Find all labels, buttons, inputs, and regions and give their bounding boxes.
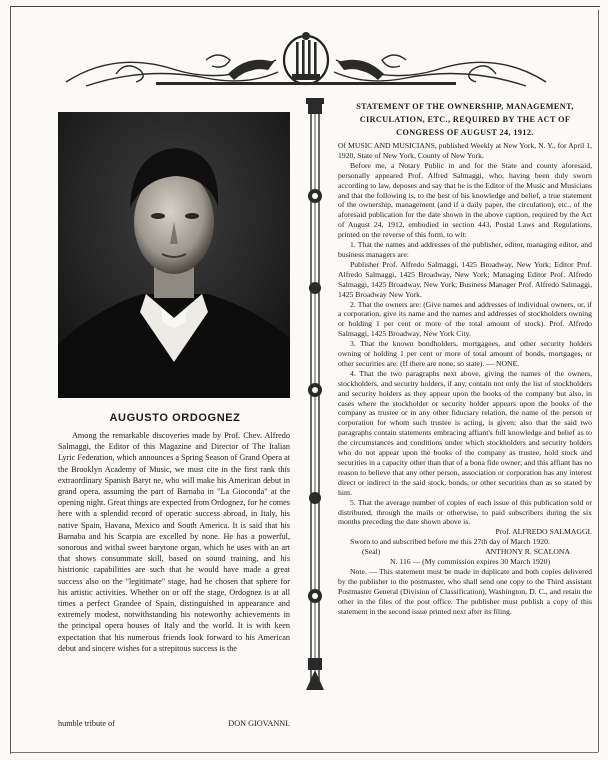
statement-paragraph-1: Before me, a Notary Public in and for the State and county aforesaid, personally appeared Prof. Alfred Salmaggi, who, having been duly sworn according to law, deposes and say that he is the Editor of the Music and Musicians and that the following is, to the best of his knowledge and belief, a true statement of the ownership, management (and if a daily paper, the circulation), etc., of the aforesaid publication for the date shown in the above caption, required by the Act of August 24, 1912, embodied in section 443, Postal Laws and Regulations, printed on the reverse of this form, to wit: <box>338 160 592 240</box>
statement-paragraph-5: 3. That the known bondholders, mortgagees, and other security holders owning or holding 1 per cent or more of total amount of bonds, mortgages, or other securities are: (If there are none, so state). — NONE. <box>338 339 592 368</box>
statement-paragraph-7: 5. That the average number of copies of each issue of this publication sold or distributed, through the mails or otherwise, to paid subscribers during the six months preceding the date shown above is. <box>338 497 592 527</box>
notary-name: ANTHONY R. SCALONA <box>485 547 570 557</box>
statement-title: STATEMENT OF THE OWNERSHIP, MANAGEMENT, CIRCULATION, ETC., REQUIRED BY THE ACT OF CONGRESS OF AUGUST 24, 1912. <box>356 102 574 137</box>
statement-intro: Of MUSIC AND MUSICIANS, published Weekly at New York, N. Y., for April 1, 1920, State of New York, County of New York. <box>338 141 592 160</box>
statement-note: Note. — This statement must be made in duplicate and both copies delivered by the publisher to the postmaster, who shall send one copy to the Third assistant Postmaster General (Division of Classification), Washington, D. C., and retain the other in the files of the post office. The publisher must publish a copy of this statement in the second issue printed next after its filing. <box>338 567 592 616</box>
statement-paragraph-4: 2. That the owners are: (Give names and addresses of individual owners, or, if a corporation, give its name and the names and addresses of stockholders owning or holding 1 per cent or more of the total amount of stock). Prof. Alfredo Salmaggi, 1425 Broadway, New York City. <box>338 299 592 339</box>
tribute-text: humble tribute of <box>58 719 115 728</box>
author-pseudonym: DON GIOVANNI. <box>228 719 290 728</box>
portrait-photo <box>58 112 290 398</box>
page-border-top <box>10 6 600 7</box>
page-border-left <box>10 6 11 754</box>
sworn-statement: Sworn to and subscribed before me this 27th day of March 1920. <box>350 537 550 547</box>
ornamental-column-divider <box>304 98 326 690</box>
seal-label: (Seal) <box>362 547 381 557</box>
commission-expiry: N. 116 — (My commission expires 30 March 1920) <box>390 557 551 567</box>
portrait-caption: AUGUSTO ORDOGNEZ <box>109 412 241 424</box>
biography-article <box>58 430 290 654</box>
statement-paragraph-2: 1. That the names and addresses of the publisher, editor, managing editor, and business managers are: <box>338 240 592 259</box>
biography-paragraph: Among the remarkable discoveries made by Prof. Chev. Alfredo Salmaggi, the Editor of this Magazine and Director of The Italian Lyric Federation, which announces a Spring Season of Grand Opera at the Brooklyn Academy of Music, we must cite in the first rank this extraordinary Spanish Baryt ne, who will make his American debut in grand opera, assuming the part of Barnaba in "La Gioconda" at the opening night. Great things are expected from Ordognez, for he comes here with a splendid record of operatic success abroad, in Italy, his native Spain, Havana, Mexico and South America. It is said that his Barnaba and his Scarpia are excelled by none. He has a powerful, sonorous and withal sweet barytone organ, which he uses with an art that shows consummate skill, based on sound training, and his histrionic capabilities are such that he would have made a great success also on the "legitimate" stage, had he chosen that sphere for his artistic activities. Whether on or off the stage, Ordognez is at all times a perfect Grandee of Spain, distinguished in appearance and extremely modest, notwithstanding his noteworthy achievements in the principal opera houses of Italy and the world. It is with keen expectation that his numerous friends look forward to his American debut and sincere wishes for a strepitous success is the <box>58 431 290 653</box>
page-border-right <box>598 10 599 752</box>
ownership-statement <box>338 100 592 617</box>
publisher-signature: Prof. ALFREDO SALMAGGI. <box>495 527 592 537</box>
statement-paragraph-3: Publisher Prof. Alfredo Salmaggi, 1425 Broadway, New York; Editor Prof. Alfredo Salmaggi, 1425 Broadway, New York; Managing Editor Prof. Alfredo Salmaggi, 1425 Broadway, New York; Business Manager Prof. Alfredo Salmaggi, 1425 Broadway New York. <box>338 259 592 299</box>
seal-row <box>338 547 592 557</box>
ornamental-lyre-banner <box>56 30 556 92</box>
page-border-bottom <box>10 752 598 753</box>
statement-paragraph-6: 4. That the two paragraphs next above, giving the names of the owners, stockholders, and security holders, if any, contain not only the list of stockholders and security holders as they appear upon the books of the company but also, in cases where the stockholder or security holder appears upon the books of the company as trustee or in any other fiduciary relation, the name of the person or corporation for whom such trustee is acting, is given; also that the said two paragraphs contain statements embracing affiant's full knowledge and belief as to the circumstances and conditions under which stockholders and security holders who do not appear upon the books of the company as trustee, hold stock and securities in a capacity other than that of a bona fide owner; and this affiant has no reason to believe that any other person, association or corporation has any interest direct or indirect in the said stock, bonds, or other securities than as so stated by him. <box>338 368 592 497</box>
